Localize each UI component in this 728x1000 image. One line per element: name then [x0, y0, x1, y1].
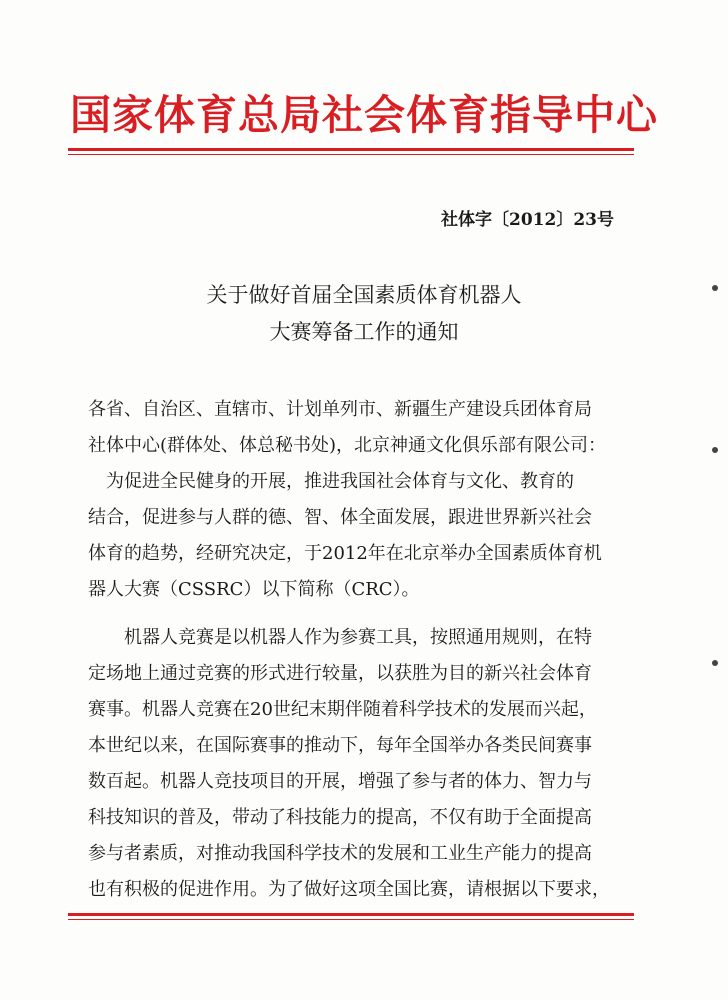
para1-line-3: 体育的趋势，经研究决定，于2012年在北京举办全国素质体育机: [88, 543, 602, 564]
para2-line-4: 本世纪以来，在国际赛事的推动下，每年全国举办各类民间赛事: [88, 735, 592, 756]
binding-hole-mark: [712, 447, 718, 453]
letterhead-divider: [68, 148, 634, 155]
para2-line-5: 数百起。机器人竞技项目的开展，增强了参与者的体力、智力与: [88, 771, 592, 792]
para2-line-2: 定场地上通过竞赛的形式进行较量，以获胜为目的新兴社会体育: [88, 663, 592, 684]
address-line-1: 各省、自治区、直辖市、计划单列市、新疆生产建设兵团体育局: [88, 399, 592, 420]
document-title-line-2: 大赛筹备工作的通知: [269, 320, 459, 344]
para1-line-4: 器人大赛（CSSRC）以下简称（CRC）。: [88, 579, 420, 600]
para2-line-7: 参与者素质，对推动我国科学技术的发展和工业生产能力的提高: [88, 843, 592, 864]
para2-line-3: 赛事。机器人竞赛在20世纪末期伴随着科学技术的发展而兴起，: [88, 699, 597, 720]
binding-hole-mark: [712, 660, 718, 666]
footer-divider: [68, 913, 634, 920]
para2-line-6: 科技知识的普及，带动了科技能力的提高，不仅有助于全面提高: [88, 807, 592, 828]
document-body: [88, 392, 628, 908]
document-number: 社体字〔2012〕23号: [441, 210, 614, 230]
letterhead-org-name: 国家体育总局社会体育指导中心: [70, 91, 658, 139]
para1-line-1: 为促进全民健身的开展，推进我国社会体育与文化、教育的: [106, 471, 574, 492]
document-title: [0, 277, 728, 351]
para1-line-2: 结合，促进参与人群的德、智、体全面发展，跟进世界新兴社会: [88, 507, 592, 528]
address-line-2: 社体中心(群体处、体总秘书处)，北京神通文化俱乐部有限公司：: [88, 435, 607, 456]
document-title-line-1: 关于做好首届全国素质体育机器人: [206, 283, 522, 307]
para2-line-1: 机器人竞赛是以机器人作为参赛工具，按照通用规则，在特: [124, 627, 592, 648]
para2-line-8: 也有积极的促进作用。为了做好这项全国比赛，请根据以下要求，: [88, 879, 610, 900]
binding-hole-mark: [712, 285, 718, 291]
